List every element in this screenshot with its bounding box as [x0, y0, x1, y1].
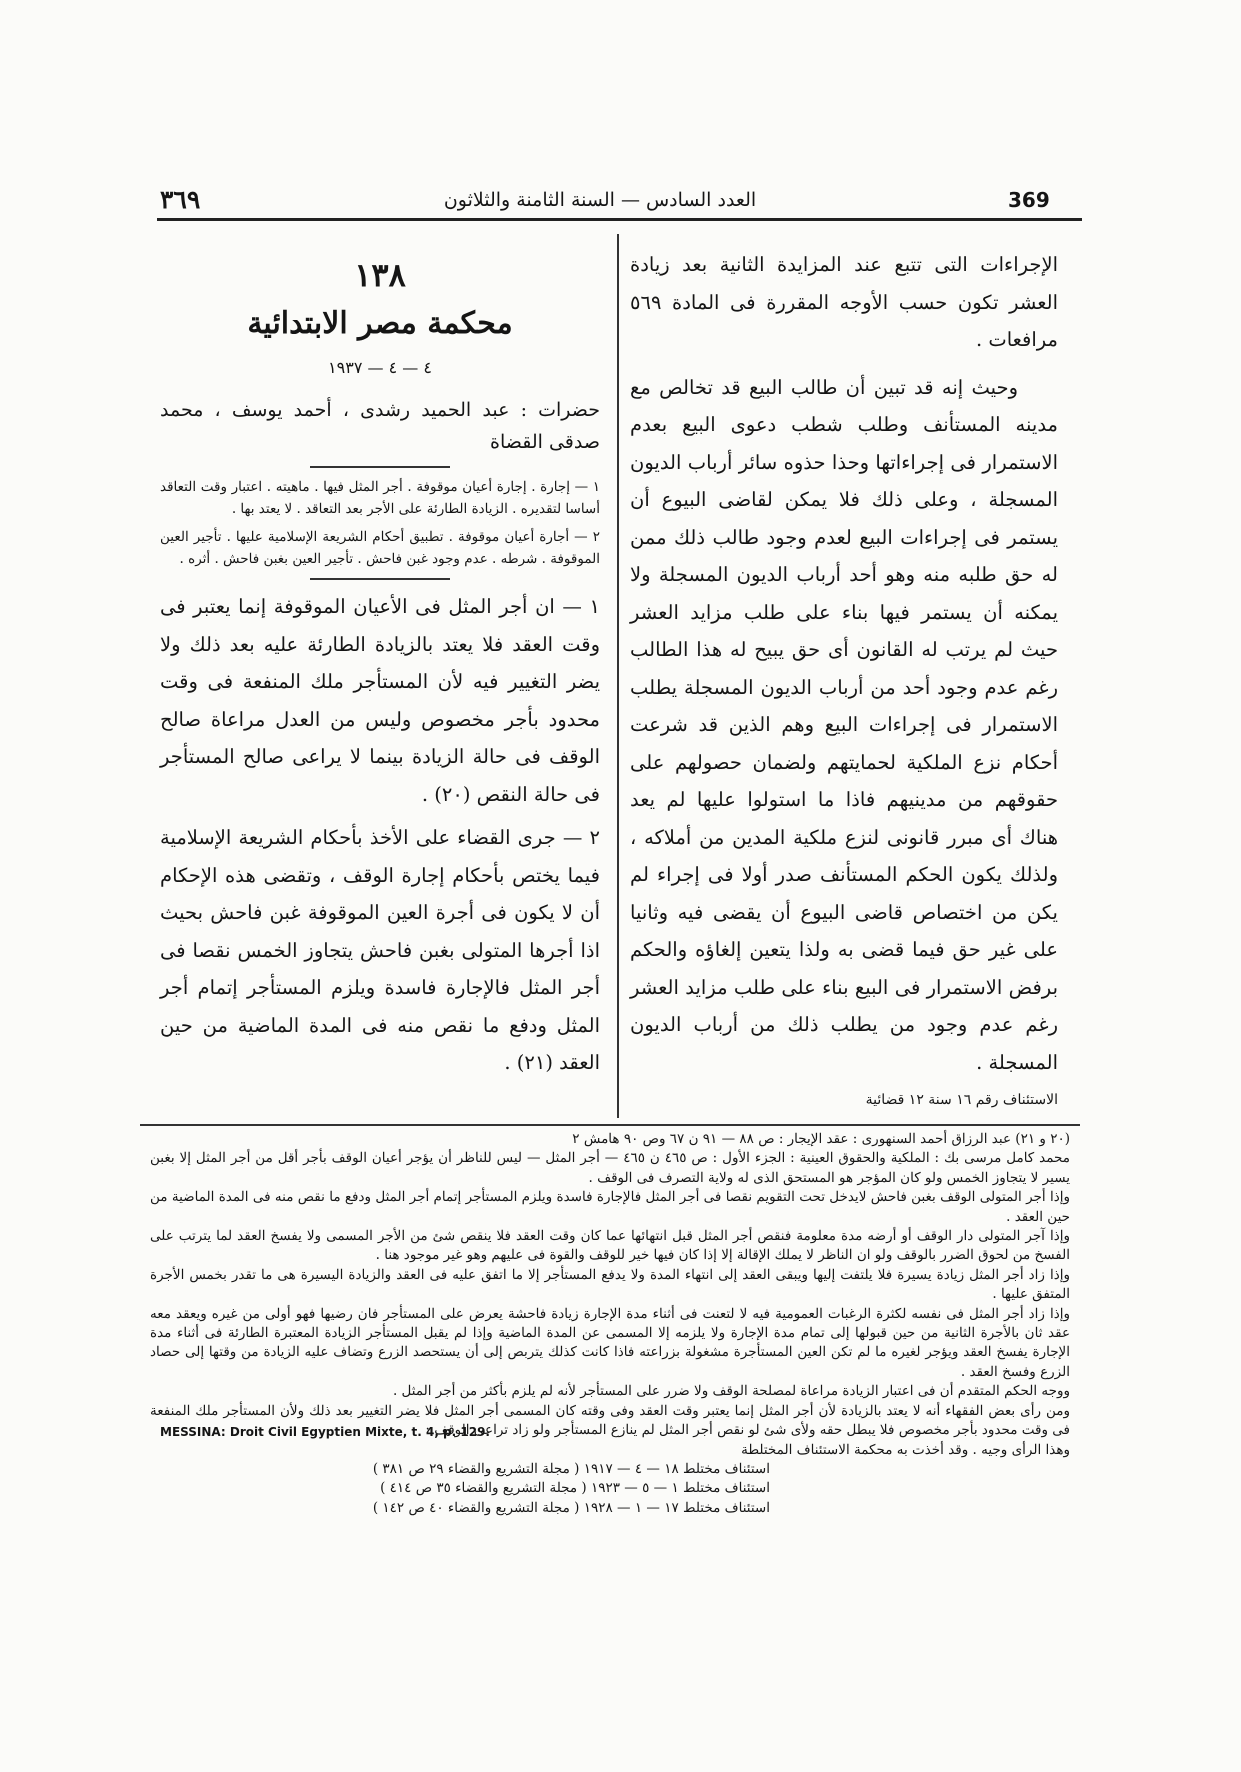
case-number: ١٣٨	[354, 256, 406, 294]
footnote: ووجه الحكم المتقدم أن فى اعتبار الزيادة مراعاة لمصلحة الوقف ولا ضرر على المستأجر لأنه لم يلزم بأكثر من أجر المثل .	[392, 1383, 1070, 1400]
bottom-reference: MESSINA: Droit Civil Egyptien Mixte, t. 4, p. 129.	[160, 1425, 490, 1439]
section-rule	[310, 466, 450, 468]
citation: استئناف مختلط ١٧ — ١ — ١٩٢٨ ( مجلة التشريع والقضاء ٤٠ ص ١٤٢ )	[372, 1499, 770, 1516]
judgment-date: ٤ — ٤ — ١٩٣٧	[328, 358, 432, 377]
paragraph: الإجراءات التى تتبع عند المزايدة الثانية بعد زيادة العشر تكون حسب الأوجه المقررة فى المادة ٥٦٩ مرافعات .	[630, 253, 1058, 351]
footnote: وإذا زاد أجر المثل فى نفسه لكثرة الرغبات العمومية فيه لا لتعنت فى أثناء مدة الإجارة زيادة فاحشة يعرض على المستأجر فان رضيها فهو أولى من غيره ويعقد معه عقد ثان بالأجرة الثانية من حين قبولها إلى تمام مدة الإجارة ولا يلزمه إلا المسمى عن المدة الماضية وإذا لم يقبل المستأجر الزيادة المعتبرة الطارئة فى أثناء مدة الإجارة يفسخ العقد ويؤجر لغيره ما لم تكن العين المستأجرة مشغولة بزراعته فاذا كانت كذلك يتربص إلى أن يستحصد الزرع وتضاف عليه الزيادة من وقتها إلى حصاد الزرع وفسخ العقد .	[150, 1305, 1070, 1380]
column-divider	[617, 234, 619, 1118]
page-number-latin: 369	[1008, 188, 1050, 212]
footnote: (٢٠ و ٢١) عبد الرزاق أحمد السنهورى : عقد الإيجار : ص ٨٨ — ٩١ ن ٦٧ وص ٩٠ هامش ٢	[572, 1131, 1070, 1147]
summary-item: ١ — إجارة . إجارة أعيان موقوفة . أجر المثل فيها . ماهيته . اعتبار وقت التعاقد أساسا لتقديره . الزيادة الطارئة على الأجر بعد التعاقد . لا يعتد بها .	[160, 479, 600, 517]
paragraph: وحيث إنه قد تبين أن طالب البيع قد تخالص مع مدينه المستأنف وطلب شطب دعوى البيع بعدم الاستمرار فى إجراءاتها وحذا حذوه سائر أرباب الديون المسجلة ، وعلى ذلك فلا يمكن لقاضى البيوع أن يستمر فى إجراءات البيع لعدم وجود طالب ذلك ممن له حق طلبه منه وهو أحد أرباب الديون المسجلة ولا يمكنه أن يستمر فيها بناء على طلب مزايد العشر حيث لم يرتب له القانون أى حق يبيح له هذا الطالب رغم عدم وجود أحد من أرباب الديون المسجلة يطلب الاستمرار فى إجراءات البيع وهم الذين قد شرعت أحكام نزع الملكية لحمايتهم ولضمان حصولهم على حقوقهم من مدينيهم فاذا ما استولوا عليها لم يعد هناك أى مبرر قانونى لنزع ملكية المدين من أملاكه ، ولذلك يكون الحكم المستأنف صدر أولا فى إجراء لم يكن من اختصاص قاضى البيوع أن يقضى فيه وثانيا على غير حق فيما قضى به ولذا يتعين إلغاؤه والحكم برفض الاستمرار فى البيع بناء على طلب مزايد العشر رغم عدم وجود من يطلب ذلك من أرباب الديون المسجلة .	[630, 375, 1058, 1074]
footnote: وإذا زاد أجر المثل زيادة يسيرة فلا يلتفت إليها ويبقى العقد إلى انتهاء المدة ولا يدفع المستأجر إلا ما اتفق عليه فى العقد والزيادة اليسيرة هى ما تقدر بخمس الأجرة المتفق عليها .	[150, 1266, 1070, 1303]
footnote: ومن رأى بعض الفقهاء أنه لا يعتد بالزيادة لأن أجر المثل إنما يعتبر وقت العقد وفى وقته كان المسمى أجر المثل فلا يضر التغيير بعد ذلك ولأن المستأجر ملك المنفعة فى وقت محدود بأجر مخصوص فلا يبطل حقه ولأى شئ لو نقص أجر المثل لم ينازع المستأجر ولو زاد تراعى الوقف :	[150, 1402, 1070, 1439]
footnote: وهذا الرأى وجيه . وقد أخذت به محكمة الاستئناف المختلطة	[741, 1441, 1070, 1458]
holding-paragraph: ١ — ان أجر المثل فى الأعيان الموقوفة إنما يعتبر فى وقت العقد فلا يعتد بالزيادة الطارئة عليه بعد ذلك ولا يضر التغيير فيه لأن المستأجر ملك المنفعة فى وقت محدود بأجر مخصوص وليس من العدل مراعاة صالح الوقف فى حالة الزيادة بينما لا يراعى صالح المستأجر فى حالة النقص (٢٠) .	[160, 595, 600, 806]
left-column	[160, 252, 600, 1088]
footnote: محمد كامل مرسى بك : الملكية والحقوق العينية : الجزء الأول : ص ٤٦٥ ن ٤٦٥ — أجر المثل — ليس للناظر أن يؤجر أعيان الوقف بأجر أقل من أجر المثل إلا بغبن يسير لا يتجاوز الخمس ولو كان المؤجر هو المستحق الذى له ولاية التصرف فى الوقف .	[150, 1150, 1071, 1186]
summary-item: ٢ — أجارة أعيان موقوفة . تطبيق أحكام الشريعة الإسلامية عليها . تأجير العين الموقوفة . شرطه . عدم وجود غبن فاحش . تأجير العين بغبن فاحش . أثره .	[160, 529, 600, 567]
holding-paragraph: ٢ — جرى القضاء على الأخذ بأحكام الشريعة الإسلامية فيما يختص بأحكام إجارة الوقف ، وتقضى هذه الإحكام أن لا يكون فى أجرة العين الموقوفة غبن فاحش بحيث اذا أجرها المتولى بغبن فاحش يتجاوز الخمس نقصا فى أجر المثل فالإجارة فاسدة ويلزم المستأجر إتمام أجر المثل ودفع ما نقص منه فى المدة الماضية من حين العقد (٢١) .	[160, 826, 600, 1074]
right-column	[630, 246, 1058, 1113]
footnotes	[150, 1130, 1070, 1518]
footnote: وإذا أجر المتولى الوقف بغبن فاحش لايدخل تحت التقويم نقصا فى أجر المثل فالإجارة فاسدة ويلزم المستأجر إتمام أجر المثل ودفع ما نقص منه فى المدة الماضية من حين العقد .	[150, 1189, 1070, 1225]
appeal-reference: الاستئناف رقم ١٦ سنة ١٢ قضائية	[865, 1092, 1058, 1108]
issue-title: العدد السادس — السنة الثامنة والثلاثون	[443, 189, 757, 211]
court-name: محكمة مصر الابتدائية	[247, 306, 513, 341]
section-rule	[310, 578, 450, 580]
footnote: وإذا آجر المتولى دار الوقف أو أرضه مدة معلومة فنقص أجر المثل قبل انتهائها عما كان وقت العقد فلا ينقص شئ من الأجر المسمى ولا يفسخ العقد لما يترتب على الفسخ من لحوق الضرر بالوقف ولو ان الناظر لا يملك الإقالة إلا إذا كان فيها خير للوقف والقوة فى عليهم وهو غير موجود هنا .	[150, 1228, 1070, 1264]
citation: استئناف مختلط ١٨ — ٤ — ١٩١٧ ( مجلة التشريع والقضاء ٢٩ ص ٣٨١ )	[372, 1460, 770, 1477]
judges-list: حضرات : عبد الحميد رشدى ، أحمد يوسف ، محمد صدقى القضاة	[160, 399, 600, 453]
page-number-arabic: ٣٦٩	[160, 185, 201, 214]
citation: استئناف مختلط ١ — ٥ — ١٩٢٣ ( مجلة التشريع والقضاء ٣٥ ص ٤١٤ )	[380, 1480, 770, 1497]
footnote-rule	[140, 1124, 1080, 1126]
header-rule	[157, 218, 1082, 221]
